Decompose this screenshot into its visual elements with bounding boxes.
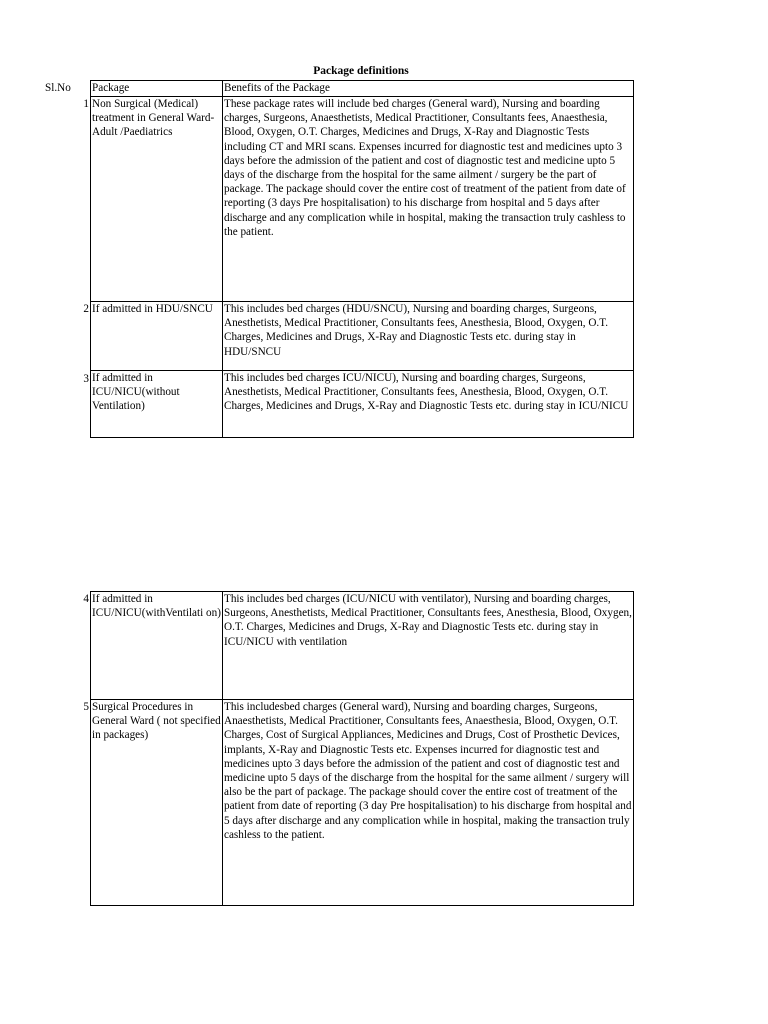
package-name: Surgical Procedures in General Ward ( not specified in packages) — [91, 700, 223, 906]
row-number-3: 3 — [83, 373, 89, 385]
package-name: If admitted in HDU/SNCU — [91, 302, 223, 371]
package-name: Non Surgical (Medical) treatment in General Ward-Adult /Paediatrics — [91, 97, 223, 302]
package-header: Package — [91, 81, 223, 97]
package-table-top — [90, 80, 634, 438]
package-benefits: This includesbed charges (General ward), Nursing and boarding charges, Surgeons, Anaesthetists, Medical Practitioner, Consultants fees, Anaesthesia, Blood, Oxygen, O.T. Charges, Cost of Surgical Appliances, Medicines and Drugs, Cost of Prosthetic Devices, implants, X-Ray and Diagnostic Tests etc. Expenses incurred for diagnostic test and medicines upto 3 days before the admission of the patient and cost of diagnostic test and medicine upto 5 days of the discharge from the hospital for the same ailment / surgery will also be the part of package. The package should cover the entire cost of treatment of the patient from date of reporting (3 day Pre hospitalisation) to his discharge from hospital and 5 days after discharge and any complication while in hospital, making the transaction truly cashless to the patient. — [223, 700, 634, 906]
table-row — [91, 97, 634, 302]
table-header-row — [91, 81, 634, 97]
package-name: If admitted in ICU/NICU(without Ventilation) — [91, 371, 223, 438]
row-number-4: 4 — [83, 593, 89, 605]
slno-header: Sl.No — [45, 82, 71, 94]
row-number-5: 5 — [83, 701, 89, 713]
package-benefits: These package rates will include bed charges (General ward), Nursing and boarding charges, Surgeons, Anaesthetists, Medical Practitioner, Consultants fees, Anaesthesia, Blood, Oxygen, O.T. Charges, Medicines and Drugs, X-Ray and Diagnostic Tests including CT and MRI scans. Expenses incurred for diagnostic test and medicines upto 3 days before the admission of the patient and cost of diagnostic test and medicine upto 5 days of the discharge from the hospital for the same ailment / surgery be the part of package. The package should cover the entire cost of treatment of the patient from date of reporting (3 days Pre hospitalisation) to his discharge from hospital and 5 days after discharge and any complication while in hospital, making the transaction truly cashless to the patient. — [223, 97, 634, 302]
package-benefits: This includes bed charges (HDU/SNCU), Nursing and boarding charges, Surgeons, Anesthetists, Medical Practitioner, Consultants fees, Anesthesia, Blood, Oxygen, O.T. Charges, Medicines and Drugs, X-Ray and Diagnostic Tests etc. during stay in HDU/SNCU — [223, 302, 634, 371]
row-number-2: 2 — [83, 303, 89, 315]
row-number-1: 1 — [83, 98, 89, 110]
benefits-header: Benefits of the Package — [223, 81, 634, 97]
table-row — [91, 700, 634, 906]
table-row — [91, 592, 634, 700]
package-benefits: This includes bed charges ICU/NICU), Nursing and boarding charges, Surgeons, Anesthetists, Medical Practitioner, Consultants fees, Anesthesia, Blood, Oxygen, O.T. Charges, Medicines and Drugs, X-Ray and Diagnostic Tests etc. during stay in ICU/NICU — [223, 371, 634, 438]
page-title: Package definitions — [313, 65, 409, 77]
package-name: If admitted in ICU/NICU(withVentilati on) — [91, 592, 223, 700]
package-benefits: This includes bed charges (ICU/NICU with ventilator), Nursing and boarding charges, Surgeons, Anesthetists, Medical Practitioner, Consultants fees, Anesthesia, Blood, Oxygen, O.T. Charges, Medicines and Drugs, X-Ray and Diagnostic Tests etc. during stay in ICU/NICU with ventilation — [223, 592, 634, 700]
table-row — [91, 302, 634, 371]
table-row — [91, 371, 634, 438]
package-table-bottom — [90, 591, 634, 906]
